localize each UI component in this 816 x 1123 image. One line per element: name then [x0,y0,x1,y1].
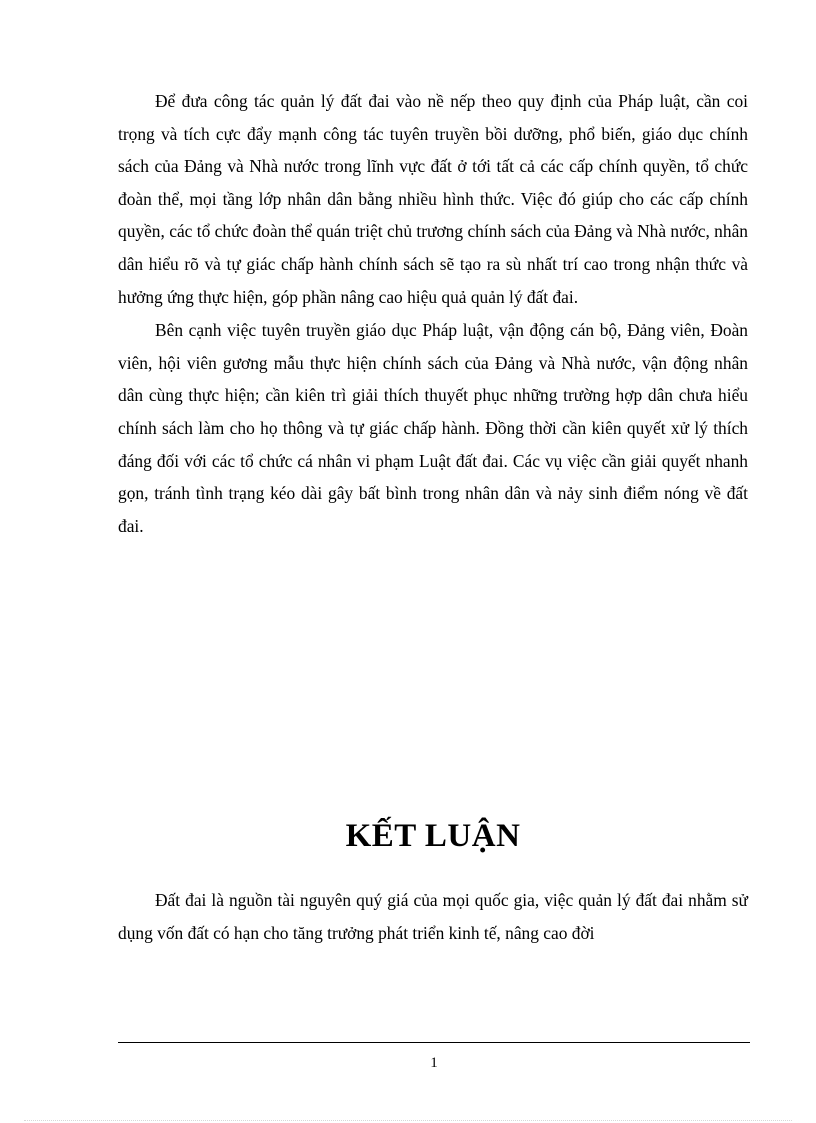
page-number: 1 [430,1055,438,1071]
paragraph-land-management-propaganda: Để đưa công tác quản lý đất đai vào nề nếp theo quy định của Pháp luật, cần coi trọng và tích cực đẩy mạnh công tác tuyên truyền bồi dưỡng, phổ biến, giáo dục chính sách của Đảng và Nhà nước trong lĩnh vực đất ở tới tất cả các cấp chính quyền, tổ chức đoàn thể, mọi tầng lớp nhân dân bằng nhiều hình thức. Việc đó giúp cho các cấp chính quyền, các tổ chức đoàn thể quán triệt chủ trương chính sách của Đảng và Nhà nước, nhân dân hiểu rõ và tự giác chấp hành chính sách sẽ tạo ra sù nhất trí cao trong nhận thức và hưởng ứng thực hiện, góp phần nâng cao hiệu quả quản lý đất đai. [118,91,748,307]
conclusion-text [118,884,748,949]
paragraph-legal-education: Bên cạnh việc tuyên truyền giáo dục Pháp luật, vận động cán bộ, Đảng viên, Đoàn viên, hội viên gương mẫu thực hiện chính sách của Đảng và Nhà nước, vận động nhân dân cùng thực hiện; cần kiên trì giải thích thuyết phục những trường hợp dân chưa hiểu chính sách làm cho họ thông và tự giác chấp hành. Đồng thời cần kiên quyết xử lý thích đáng đối với các tổ chức cá nhân vi phạm Luật đất đai. Các vụ việc cần giải quyết nhanh gọn, tránh tình trạng kéo dài gây bất bình trong nhân dân và nảy sinh điểm nóng về đất đai. [118,320,748,536]
page-bottom-edge [24,1120,792,1121]
footer-divider [118,1042,750,1043]
section-heading-conclusion: KẾT LUẬN [345,818,521,854]
body-text [118,85,748,542]
paragraph-conclusion: Đất đai là nguồn tài nguyên quý giá của mọi quốc gia, việc quản lý đất đai nhằm sử dụng vốn đất có hạn cho tăng trưởng phát triển kinh tế, nâng cao đời [118,890,748,943]
